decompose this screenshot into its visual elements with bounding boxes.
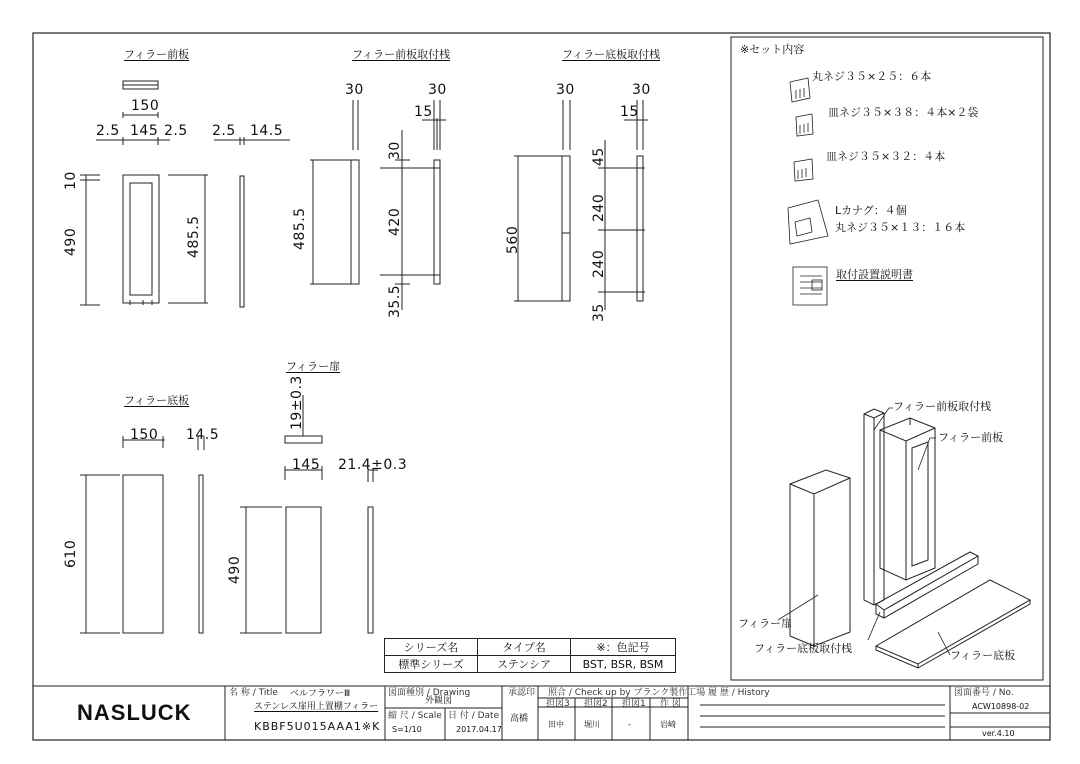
scale-value: S=1/10 bbox=[392, 725, 422, 734]
dim-label: 150 bbox=[131, 98, 160, 114]
dim-label: 490 bbox=[227, 555, 243, 584]
dim-label: 15 bbox=[620, 104, 639, 120]
dim-label: 240 bbox=[591, 249, 607, 278]
dim-label: 2.5 bbox=[212, 123, 236, 139]
dim-label: 2.5 bbox=[96, 123, 120, 139]
title-line1: ベルフラワーⅢ bbox=[290, 689, 351, 699]
dim-label: 150 bbox=[130, 427, 159, 443]
dim-label: 35 bbox=[591, 303, 607, 322]
spec-cell: ステンシア bbox=[478, 656, 571, 673]
check-header: 作 図 bbox=[660, 699, 681, 709]
spec-cell: BST, BSR, BSM bbox=[571, 656, 676, 673]
scale-label: 縮 尺 / Scale bbox=[388, 711, 442, 721]
dim-label: 14.5 bbox=[186, 427, 220, 443]
dim-label: 420 bbox=[387, 207, 403, 236]
dim-label: 10 bbox=[63, 171, 79, 190]
dim-label: 30 bbox=[556, 82, 575, 98]
set-item: 皿ネジ３５×３８：４本×２袋 bbox=[828, 106, 979, 119]
spec-header: ※：色記号 bbox=[571, 639, 676, 656]
set-item: 皿ネジ３５×３２：４本 bbox=[826, 150, 946, 163]
check-header: 担図1 bbox=[622, 699, 646, 709]
title-label: 名 称 / Title bbox=[229, 688, 278, 698]
drawing-type: 外観図 bbox=[425, 696, 453, 706]
dim-label: 30 bbox=[387, 141, 403, 160]
checker-name: - bbox=[628, 720, 631, 729]
bottom-plate-title: フィラー底板 bbox=[124, 394, 190, 407]
dim-label: 30 bbox=[632, 82, 651, 98]
checker-name: 堀川 bbox=[584, 720, 600, 729]
dim-label: 21.4±0.3 bbox=[338, 457, 408, 473]
dim-label: 2.5 bbox=[164, 123, 188, 139]
set-item: Lカナグ：４個 bbox=[835, 204, 907, 217]
spec-table bbox=[384, 638, 676, 673]
dim-label: 35.5 bbox=[387, 284, 403, 318]
checker-name: 岩崎 bbox=[660, 720, 676, 729]
date-label: 日 付 / Date bbox=[448, 711, 500, 721]
spec-cell: 標準シリーズ bbox=[385, 656, 478, 673]
dim-label: 560 bbox=[505, 225, 521, 254]
dim-label: 145 bbox=[292, 457, 321, 473]
dim-label: 19±0.3 bbox=[289, 375, 305, 430]
iso-label-front-rail: フィラー前板取付桟 bbox=[893, 400, 992, 413]
model-number: KBBF5U015AAA1※K bbox=[254, 720, 381, 733]
dim-label: 610 bbox=[63, 539, 79, 568]
set-item: 取付設置説明書 bbox=[836, 268, 913, 281]
dim-label: 240 bbox=[591, 193, 607, 222]
dim-label: 30 bbox=[345, 82, 364, 98]
approve-label: 承認印 bbox=[508, 688, 536, 698]
iso-label-bottom-rail: フィラー底板取付桟 bbox=[754, 642, 853, 655]
drawing-label: 図面種別 / Drawing bbox=[388, 688, 471, 698]
dim-label: 490 bbox=[63, 227, 79, 256]
iso-label-bottom-plate: フィラー底板 bbox=[950, 649, 1016, 662]
approver-name: 高橋 bbox=[510, 714, 529, 724]
set-item: 丸ネジ３５×２５：６本 bbox=[812, 70, 932, 83]
front-plate-title: フィラー前板 bbox=[124, 48, 190, 61]
spec-header: シリーズ名 bbox=[385, 639, 478, 656]
spec-header: タイプ名 bbox=[478, 639, 571, 656]
history-label: 履 歴 / History bbox=[708, 688, 770, 698]
set-item: 丸ネジ３５×１３：１６本 bbox=[835, 221, 966, 234]
iso-label-front-plate: フィラー前板 bbox=[938, 431, 1004, 444]
date-value: 2017.04.17 bbox=[456, 725, 502, 734]
set-contents-title: ※セット内容 bbox=[740, 43, 805, 56]
dim-label: 30 bbox=[428, 82, 447, 98]
bottom-rail-title: フィラー底板取付桟 bbox=[562, 48, 661, 61]
dim-label: 485.5 bbox=[186, 215, 202, 258]
version: ver.4.10 bbox=[982, 729, 1015, 738]
drawing-number: ACW10898-02 bbox=[972, 702, 1030, 711]
dim-label: 485.5 bbox=[292, 207, 308, 250]
check-label: 照合 / Check up by ブランク製作工場 bbox=[548, 688, 706, 698]
title-line2: ステンレス扉用上置棚フィラー bbox=[254, 702, 379, 712]
dim-label: 145 bbox=[130, 123, 159, 139]
dim-label: 45 bbox=[591, 147, 607, 166]
checker-name: 田中 bbox=[548, 720, 564, 729]
iso-label-door: フィラー扉 bbox=[738, 617, 793, 630]
door-title: フィラー扉 bbox=[286, 360, 341, 373]
number-label: 図面番号 / No. bbox=[954, 688, 1014, 698]
check-header: 担図2 bbox=[584, 699, 608, 709]
check-header: 担図3 bbox=[546, 699, 570, 709]
dim-label: 14.5 bbox=[250, 123, 284, 139]
company-logo: NASLUCK bbox=[77, 700, 192, 725]
dim-label: 15 bbox=[414, 104, 433, 120]
front-rail-title: フィラー前板取付桟 bbox=[352, 48, 451, 61]
